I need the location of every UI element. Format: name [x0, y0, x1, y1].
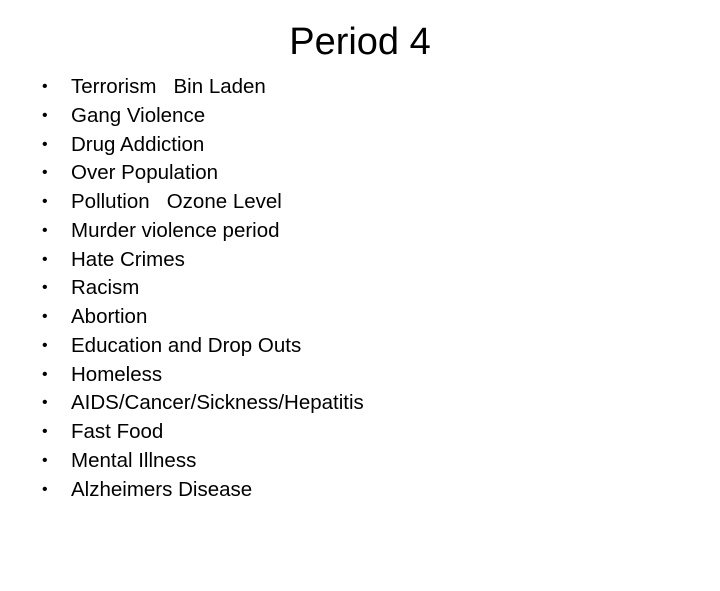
list-item: [42, 131, 205, 160]
list-item-text: Mental Illness: [71, 448, 197, 472]
list-item-text: Pollution Ozone Level: [71, 190, 282, 213]
list-item-text: Drug Addiction: [71, 132, 205, 156]
list-item-text: Hate Crimes: [71, 247, 185, 271]
list-item: [42, 102, 206, 131]
bullet-list: [42, 73, 364, 504]
bullet-icon: •: [42, 164, 48, 182]
bullet-icon: •: [42, 394, 48, 412]
list-item-text: Alzheimers Disease: [71, 477, 253, 501]
list-item: [42, 188, 282, 217]
bullet-icon: •: [42, 106, 48, 124]
bullet-icon: •: [42, 250, 48, 268]
list-item-text: Over Population: [71, 161, 219, 185]
list-item: [42, 159, 219, 188]
list-item-text: Gang Violence: [71, 103, 206, 127]
list-item: [42, 274, 140, 303]
bullet-icon: •: [42, 480, 48, 498]
bullet-icon: •: [42, 193, 48, 210]
list-item-text: Murder violence period: [71, 218, 280, 242]
list-item: [42, 476, 253, 505]
bullet-icon: •: [42, 279, 48, 297]
list-item: [42, 361, 163, 390]
list-item: [42, 389, 364, 418]
list-item: [42, 418, 164, 447]
bullet-icon: •: [42, 451, 48, 469]
list-item: [42, 217, 280, 246]
list-item-text: Terrorism Bin Laden: [71, 75, 266, 98]
bullet-icon: •: [42, 365, 48, 383]
list-item-text: Fast Food: [71, 420, 164, 443]
bullet-icon: •: [42, 423, 48, 440]
list-item-text: AIDS/Cancer/Sickness/Hepatitis: [71, 391, 364, 415]
list-item: [42, 73, 266, 102]
list-item: [42, 447, 197, 476]
list-item: [42, 332, 302, 361]
bullet-icon: •: [42, 221, 48, 239]
bullet-icon: •: [42, 336, 48, 354]
list-item-text: Racism: [71, 276, 140, 300]
slide-title: Period 4: [289, 21, 431, 63]
bullet-icon: •: [42, 135, 48, 153]
list-item-text: Abortion: [71, 305, 148, 328]
bullet-icon: •: [42, 308, 48, 325]
list-item: [42, 303, 148, 332]
list-item-text: Education and Drop Outs: [71, 333, 302, 357]
list-item-text: Homeless: [71, 362, 163, 386]
list-item: [42, 246, 185, 275]
bullet-icon: •: [42, 78, 48, 95]
